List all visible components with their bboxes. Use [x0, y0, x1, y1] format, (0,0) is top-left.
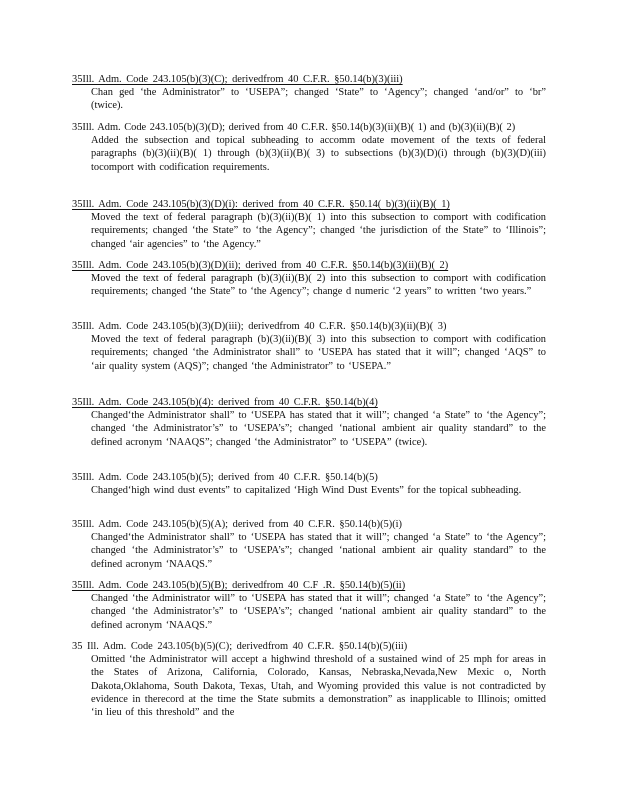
entry-heading: 35Ill. Adm. Code 243.105(b)(5); derived from 40 C.F.R. §50.14(b)(5)	[72, 472, 378, 483]
entry-3	[72, 198, 546, 251]
entry-heading: 35Ill. Adm. Code 243.105(b)(3)(D)(ii); derived from 40 C.F.R. §50.14(b)(3)(ii)(B)( 2)	[72, 260, 449, 271]
entry-body: Moved the text of federal paragraph (b)(3)(ii)(B)( 2) into this subsection to comport with codification requirements; changed ‘the State” to ‘the Agency”; change d numeric ‘2 years” to written ‘two years.”	[91, 273, 546, 298]
entry-body: Changed‘the Administrator shall” to ‘USEPA has stated that it will”; changed ‘a State” to ‘the Agency”; changed ‘the Administrator’s” to ‘USEPA’s”; changed ‘national ambient air quality standard” to the defined acronym ‘NAAQS.”	[91, 532, 546, 570]
entry-2	[72, 121, 546, 174]
entry-6	[72, 396, 546, 449]
entry-heading: 35Ill. Adm. Code 243.105(b)(3)(D)(i): derived from 40 C.F.R. §50.14( b)(3)(ii)(B)( 1)	[72, 199, 450, 210]
entry-heading: 35 Ill. Adm. Code 243.105(b)(5)(C); derivedfrom 40 C.F.R. §50.14(b)(5)(iii)	[72, 641, 408, 652]
entry-body: Changed‘the Administrator shall” to ‘USEPA has stated that it will”; changed ‘a State” to ‘the Agency”; changed ‘the Administrator’s” to ‘USEPA’s”; changed ‘national ambient air quality standard” to the defined acronym ‘NAAQS”; changed ‘the Administrator” to ‘USEPA” (twice).	[91, 410, 546, 448]
entry-heading: 35Ill. Adm. Code 243.105(b)(3)(D)(iii); derivedfrom 40 C.F.R. §50.14(b)(3)(ii)(B)( 3)	[72, 321, 447, 332]
entry-8	[72, 518, 546, 571]
entry-1	[72, 73, 546, 113]
entry-heading: 35Ill. Adm. Code 243.105(b)(3)(C); derivedfrom 40 C.F.R. §50.14(b)(3)(iii)	[72, 74, 403, 85]
entry-5	[72, 320, 546, 373]
entry-body: Moved the text of federal paragraph (b)(3)(ii)(B)( 3) into this subsection to comport with codification requirements; changed ‘the Administrator shall” to ‘USEPA has stated that it will”; changed ‘AQS” to ‘air quality system (AQS)”; changed ‘the Administrator” to ‘USEPA.”	[91, 334, 546, 372]
entry-body: Chan ged ‘the Administrator” to ‘USEPA”; changed ‘State” to ‘Agency”; changed ‘and/or” to ‘br” (twice).	[91, 87, 546, 112]
entry-heading: 35Ill. Adm. Code 243.105(b)(3)(D); derived from 40 C.F.R. §50.14(b)(3)(ii)(B)( 1) and (b)(3)(ii)(B)( 2)	[72, 122, 516, 133]
entry-body: Changed ‘the Administrator will” to ‘USEPA has stated that it will”; changed ‘a State” to ‘the Agency”; changed ‘the Administrator’s” to ‘USEPA’s”; changed ‘national ambient air quality standard” to the defined acronym ‘NAAQS.”	[91, 593, 546, 631]
entry-heading: 35Ill. Adm. Code 243.105(b)(4): derived from 40 C.F.R. §50.14(b)(4)	[72, 397, 378, 408]
entry-7	[72, 471, 546, 497]
entry-heading: 35Ill. Adm. Code 243.105(b)(5)(A); derived from 40 C.F.R. §50.14(b)(5)(i)	[72, 519, 403, 530]
entry-10	[72, 640, 546, 719]
entry-body: Omitted ‘the Administrator will accept a highwind threshold of a sustained wind of 25 mph for areas in the States of Arizona, California, Colorado, Kansas, Nebraska,Nevada,New Mexic o, North Dakota,Oklahoma, South Dakota, Texas, Utah, and Wyoming provided this value is not contradicted by evidence in therecord at the time the State submits a demonstration” as inapplicable to Illinois; omitted ‘in lieu of this threshold” and the	[91, 654, 546, 719]
entry-body: Changed‘high wind dust events” to capitalized ‘High Wind Dust Events” for the topical subheading.	[91, 485, 522, 497]
entry-heading: 35Ill. Adm. Code 243.105(b)(5)(B); derivedfrom 40 C.F .R. §50.14(b)(5)(ii)	[72, 580, 406, 591]
entry-4	[72, 259, 546, 299]
entry-9	[72, 579, 546, 632]
entry-body: Moved the text of federal paragraph (b)(3)(ii)(B)( 1) into this subsection to comport with codification requirements; changed ‘the State” to ‘the Agency”; changed ‘the jurisdiction of the State” to ‘Illinois”; changed ‘air agencies” to ‘the Agency.”	[91, 212, 546, 250]
entry-body: Added the subsection and topical subheading to accomm odate movement of the texts of federal paragraphs (b)(3)(ii)(B)( 1) through (b)(3)(ii)(B)( 3) to subsections (b)(3)(D)(i) through (b)(3)(D)(iii) tocomport with codification requirements.	[91, 135, 546, 173]
